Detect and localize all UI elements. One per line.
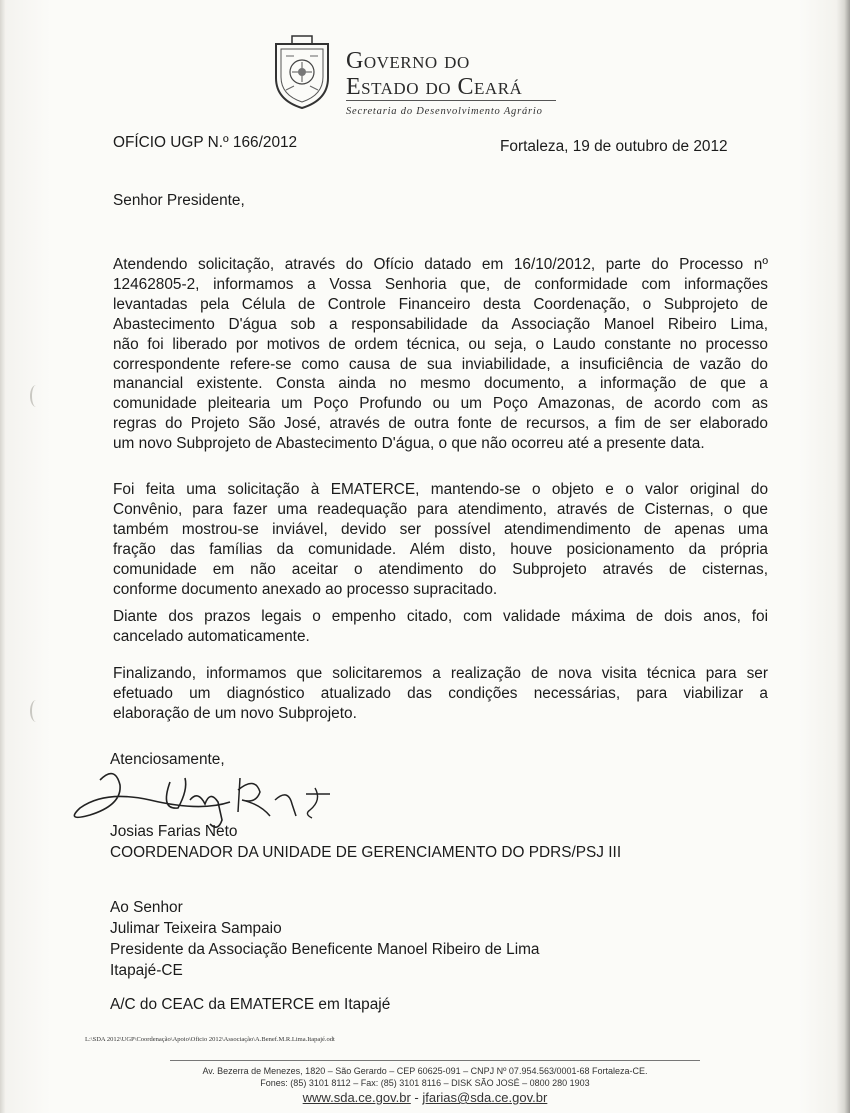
- paragraph-line: Atendendo solicitação, através do Ofício datado em 16/10/2012, parte do Processo nº: [113, 256, 768, 273]
- punch-hole-mark: [30, 385, 42, 407]
- secretariat-name: Secretaria do Desenvolvimento Agrário: [346, 106, 543, 117]
- punch-hole-mark: [30, 700, 42, 722]
- paragraph-line: um novo Subprojeto de Abastecimento D'água, o que não ocorreu até a presente data.: [113, 435, 705, 453]
- paragraph-line: Convênio, para fazer uma readequação para atendimento, através de Cisternas, o que: [113, 500, 768, 518]
- state-coat-of-arms-icon: [270, 34, 334, 110]
- page-edge-right: [836, 0, 850, 1113]
- recipient-line: Ao Senhor: [110, 899, 183, 916]
- government-name-line1: Governo do: [346, 48, 470, 74]
- file-path: L:\SDA 2012\UGP\Coordenação\Apoio\Oficio 2012\Associação\A.Benef.M.R.Lima.Itapajé.odt: [85, 1036, 335, 1043]
- paragraph-line: correspondente refere-se como causa de sua inviabilidade, a insuficiência de vazão do: [113, 355, 768, 373]
- paragraph-line: levantadas pela Célula de Controle Financeiro desta Coordenação, o Subprojeto de: [113, 295, 768, 313]
- paragraph-line: Diante dos prazos legais o empenho citado, com validade máxima de dois anos, foi: [113, 608, 768, 625]
- signer-title: COORDENADOR DA UNIDADE DE GERENCIAMENTO DO PDRS/PSJ III: [110, 844, 622, 861]
- contact-separator: -: [410, 1090, 423, 1105]
- paragraph-line: manancial existente. Consta ainda no mesmo documento, a informação de que a: [113, 375, 768, 393]
- paragraph-line: não foi liberado por motivos de ordem técnica, ou seja, o Laudo constante no processo: [113, 335, 768, 353]
- signer-name: Josias Farias Neto: [110, 823, 238, 840]
- paragraph-line: comunidade em não aceitar o atendimento do Subprojeto através de cisternas,: [113, 560, 768, 578]
- paragraph-2: [113, 480, 768, 599]
- recipient-line: Presidente da Associação Beneficente Manoel Ribeiro de Lima: [110, 941, 540, 958]
- paragraph-line: Abastecimento D'água sob a responsabilidade da Associação Manoel Ribeiro Lima,: [113, 315, 768, 333]
- paragraph-line: elaboração de um novo Subprojeto.: [113, 704, 357, 722]
- header-divider: [346, 100, 556, 101]
- footer-divider: [170, 1060, 700, 1061]
- paragraph-4: [113, 664, 768, 724]
- attention-line: A/C do CEAC da EMATERCE em Itapajé: [110, 996, 391, 1013]
- paragraph-line: cancelado automaticamente.: [113, 627, 310, 645]
- recipient-line: Itapajé-CE: [110, 962, 183, 979]
- email-link[interactable]: jfarias@sda.ce.gov.br: [422, 1090, 548, 1105]
- footer-contact: [0, 1090, 850, 1105]
- closing: Atenciosamente,: [110, 751, 225, 768]
- paragraph-line: também mostrou-se inviável, devido ser possível atendimendimento de apenas uma: [113, 520, 768, 538]
- salutation: Senhor Presidente,: [113, 192, 245, 209]
- paragraph-line: regras do Projeto São José, através de outra fonte de recursos, a fim de ser elaborado: [113, 415, 768, 433]
- paragraph-line: conforme documento anexado ao processo supracitado.: [113, 580, 498, 598]
- recipient-line: Julimar Teixeira Sampaio: [110, 920, 282, 937]
- paragraph-line: Foi feita uma solicitação à EMATERCE, mantendo-se o objeto e o valor original do: [113, 481, 768, 498]
- website-link[interactable]: www.sda.ce.gov.br: [302, 1090, 411, 1105]
- paragraph-3: [113, 607, 768, 647]
- letter-reference: OFÍCIO UGP N.º 166/2012: [113, 134, 298, 151]
- paragraph-line: Finalizando, informamos que solicitaremos a realização de nova visita técnica para ser: [113, 665, 768, 682]
- page-edge-left: [0, 0, 6, 1113]
- paragraph-1: [113, 255, 768, 454]
- paragraph-line: fração das famílias da comunidade. Além disto, houve posicionamento da própria: [113, 540, 768, 558]
- footer-phones: Fones: (85) 3101 8112 – Fax: (85) 3101 8116 – DISK SÃO JOSÉ – 0800 280 1903: [260, 1078, 590, 1088]
- letterhead: [270, 34, 600, 117]
- paragraph-line: efetuado um diagnóstico atualizado das condições necessárias, para viabilizar a: [113, 684, 768, 702]
- letter-date: Fortaleza, 19 de outubro de 2012: [500, 138, 728, 155]
- paragraph-line: 12462805-2, informamos a Vossa Senhoria que, de conformidade com informações: [113, 275, 768, 293]
- footer-address: Av. Bezerra de Menezes, 1820 – São Gerardo – CEP 60625-091 – CNPJ Nº 07.954.563/0001-68 Fortaleza-CE.: [202, 1066, 648, 1076]
- paragraph-line: comunidade pleitearia um Poço Profundo ou um Poço Amazonas, de acordo com as: [113, 395, 768, 413]
- government-name-line2: Estado do Ceará: [346, 74, 523, 100]
